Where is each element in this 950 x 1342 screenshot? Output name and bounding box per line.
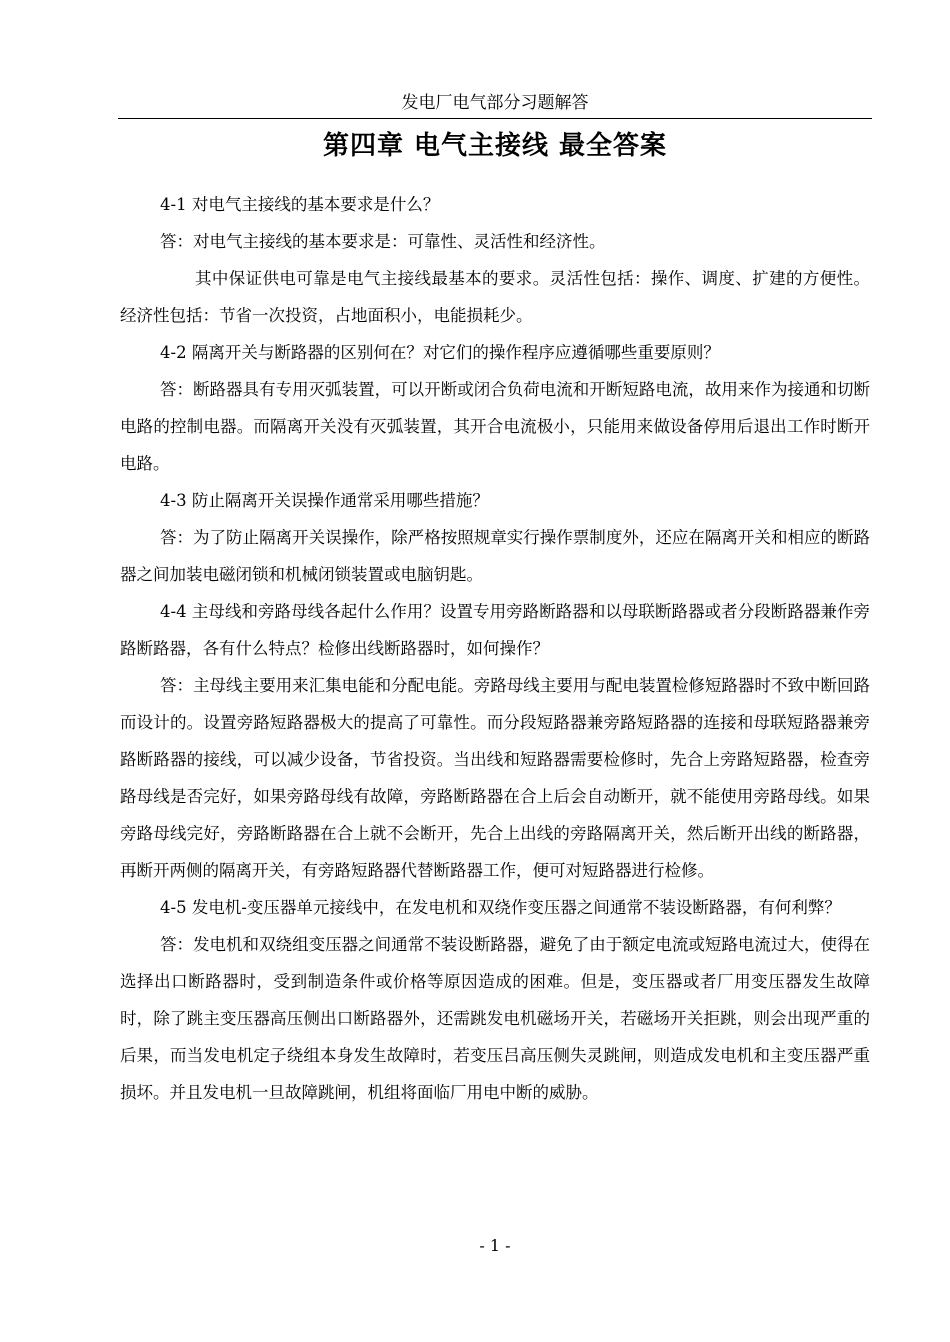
question-4-3: 4-3 防止隔离开关误操作通常采用哪些措施？ (160, 491, 489, 510)
answer-4-1: 答：对电气主接线的基本要求是：可靠性、灵活性和经济性。 (160, 232, 606, 251)
answer-4-1-detail: 其中保证供电可靠是电气主接线最基本的要求。灵活性包括：操作、调度、扩建的方便性。经济性包括：节省一次投资，占地面积小，电能损耗少。 (120, 269, 870, 325)
page-number: - 1 - (479, 1236, 511, 1255)
answer-4-3: 答：为了防止隔离开关误操作，除严格按照规章实行操作票制度外，还应在隔离开关和相应的断路器之间加装电磁闭锁和机械闭锁装置或电脑钥匙。 (120, 528, 870, 584)
question-4-4: 4-4 主母线和旁路母线各起什么作用？设置专用旁路断路器和以母联断路器或者分段断路器兼作旁路断路器，各有什么特点？检修出线断路器时，如何操作？ (120, 602, 870, 658)
question-4-1: 4-1 对电气主接线的基本要求是什么？ (160, 195, 440, 214)
question-4-2: 4-2 隔离开关与断路器的区别何在？对它们的操作程序应遵循哪些重要原则？ (160, 343, 720, 362)
question-4-5: 4-5 发电机-变压器单元接线中，在发电机和双绕作变压器之间通常不装设断路器，有何利弊？ (160, 898, 841, 917)
answer-4-5: 答：发电机和双绕组变压器之间通常不装设断路器，避免了由于额定电流或短路电流过大，使得在选择出口断路器时，受到制造条件或价格等原因造成的困难。但是，变压器或者厂用变压器发生故障时，除了跳主变压器高压侧出口断路器外，还需跳发电机磁场开关，若磁场开关拒跳，则会出现严重的后果，而当发电机定子绕组本身发生故障时，若变压吕高压侧失灵跳闸，则造成发电机和主变压器严重损坏。并且发电机一旦故障跳闸，机组将面临厂用电中断的威胁。 (120, 935, 870, 1102)
answer-4-2: 答：断路器具有专用灭弧装置，可以开断或闭合负荷电流和开断短路电流，故用来作为接通和切断电路的控制电器。而隔离开关没有灭弧装置，其开合电流极小，只能用来做设备停用后退出工作时断开电路。 (120, 380, 870, 473)
document-body (120, 186, 870, 1111)
page-header: 发电厂电气部分习题解答 (401, 93, 589, 113)
answer-4-4: 答：主母线主要用来汇集电能和分配电能。旁路母线主要用与配电装置检修短路器时不致中断回路而设计的。设置旁路短路器极大的提高了可靠性。而分段短路器兼旁路短路器的连接和母联短路器兼旁路断路器的接线，可以减少设备，节省投资。当出线和短路器需要检修时，先合上旁路短路器，检查旁路母线是否完好，如果旁路母线有故障，旁路断路器在合上后会自动断开，就不能使用旁路母线。如果旁路母线完好，旁路断路器在合上就不会断开，先合上出线的旁路隔离开关，然后断开出线的断路器，再断开两侧的隔离开关，有旁路短路器代替断路器工作，便可对短路器进行检修。 (120, 676, 870, 880)
header-rule (118, 118, 872, 119)
chapter-title: 第四章 电气主接线 最全答案 (322, 131, 668, 161)
